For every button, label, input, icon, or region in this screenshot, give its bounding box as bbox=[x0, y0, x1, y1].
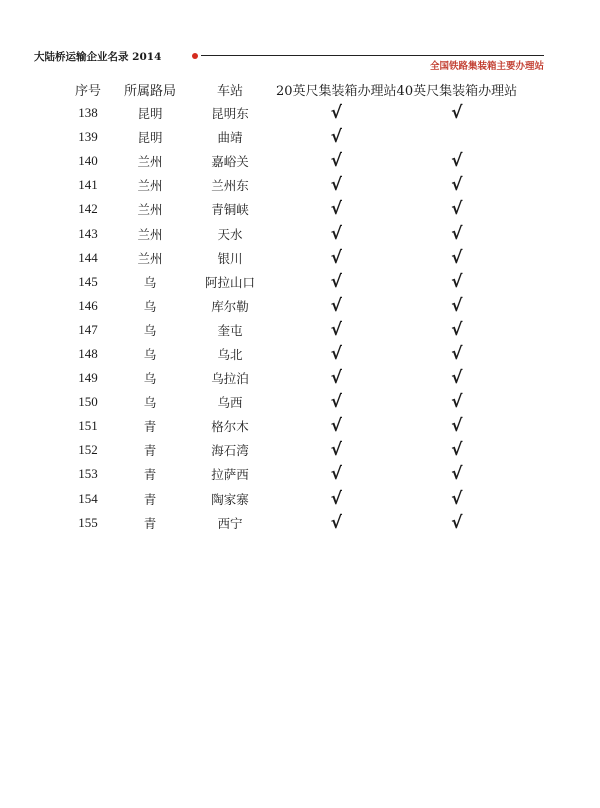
red-dot-icon bbox=[192, 53, 198, 59]
table-row bbox=[60, 294, 517, 318]
row-number: 153 bbox=[78, 466, 98, 482]
row-number: 146 bbox=[78, 297, 98, 313]
row-number: 140 bbox=[78, 153, 98, 169]
table-row bbox=[60, 342, 517, 366]
row-40ft-check-icon: √ bbox=[451, 440, 463, 461]
table-row bbox=[60, 366, 517, 390]
row-number: 139 bbox=[78, 129, 98, 145]
row-20ft-check-icon: √ bbox=[330, 175, 342, 196]
row-40ft-check-icon: √ bbox=[451, 368, 463, 389]
row-number: 138 bbox=[78, 105, 98, 121]
row-number: 144 bbox=[78, 249, 98, 265]
row-number: 141 bbox=[78, 177, 98, 193]
row-station: 嘉峪关 bbox=[211, 154, 249, 170]
row-station: 乌西 bbox=[217, 395, 243, 411]
row-20ft-check-icon: √ bbox=[330, 223, 342, 244]
row-40ft-check-icon: √ bbox=[451, 151, 463, 172]
row-20ft-check-icon: √ bbox=[330, 440, 342, 461]
column-header-no: 序号 bbox=[74, 83, 101, 99]
row-40ft-check-icon: √ bbox=[451, 175, 463, 196]
table-row bbox=[60, 197, 517, 221]
row-station: 昆明东 bbox=[211, 106, 249, 122]
row-40ft-check-icon: √ bbox=[451, 343, 463, 364]
row-40ft-check-icon: √ bbox=[451, 464, 463, 485]
row-number: 143 bbox=[78, 225, 98, 241]
table-row bbox=[60, 414, 517, 438]
row-40ft-check-icon: √ bbox=[451, 319, 463, 340]
row-station: 西宁 bbox=[217, 515, 243, 531]
row-station: 海石湾 bbox=[211, 443, 249, 459]
column-header-20ft: 20英尺集装箱办理站 bbox=[276, 83, 397, 99]
row-bureau: 青 bbox=[143, 419, 157, 435]
table-row bbox=[60, 487, 517, 511]
table-row bbox=[60, 270, 517, 294]
row-station: 陶家寨 bbox=[211, 491, 249, 507]
row-20ft-check-icon: √ bbox=[330, 151, 342, 172]
row-40ft-check-icon: √ bbox=[451, 247, 463, 268]
row-number: 148 bbox=[78, 345, 98, 361]
row-bureau: 乌 bbox=[143, 346, 157, 362]
row-station: 乌拉泊 bbox=[211, 371, 249, 387]
row-number: 142 bbox=[78, 201, 98, 217]
table-header-row bbox=[60, 77, 517, 101]
row-station: 银川 bbox=[217, 250, 243, 266]
row-number: 154 bbox=[78, 490, 98, 506]
table-row bbox=[60, 246, 517, 270]
row-station: 青铜峡 bbox=[211, 202, 249, 218]
page-header bbox=[34, 46, 544, 72]
table-row bbox=[60, 318, 517, 342]
row-bureau: 兰州 bbox=[137, 250, 163, 266]
row-20ft-check-icon: √ bbox=[330, 512, 342, 533]
row-40ft-check-icon: √ bbox=[451, 416, 463, 437]
row-20ft-check-icon: √ bbox=[330, 295, 342, 316]
row-20ft-check-icon: √ bbox=[330, 247, 342, 268]
row-40ft-check-icon: √ bbox=[451, 488, 463, 509]
row-number: 151 bbox=[78, 418, 98, 434]
row-40ft-check-icon: √ bbox=[451, 512, 463, 533]
row-bureau: 昆明 bbox=[137, 106, 163, 122]
row-bureau: 兰州 bbox=[137, 226, 163, 242]
row-bureau: 青 bbox=[143, 515, 157, 531]
row-number: 145 bbox=[78, 273, 98, 289]
row-bureau: 兰州 bbox=[137, 178, 163, 194]
table-row bbox=[60, 173, 517, 197]
table-row bbox=[60, 462, 517, 486]
row-20ft-check-icon: √ bbox=[330, 103, 342, 124]
row-40ft-check-icon: √ bbox=[451, 392, 463, 413]
row-station: 曲靖 bbox=[217, 130, 243, 146]
row-number: 152 bbox=[78, 442, 98, 458]
row-bureau: 乌 bbox=[143, 298, 157, 314]
row-20ft-check-icon: √ bbox=[330, 368, 342, 389]
table-row bbox=[60, 438, 517, 462]
row-20ft-check-icon: √ bbox=[330, 392, 342, 413]
table-body bbox=[60, 101, 517, 535]
column-header-station: 车站 bbox=[216, 83, 243, 99]
row-bureau: 兰州 bbox=[137, 202, 163, 218]
row-bureau: 青 bbox=[143, 491, 157, 507]
row-station: 格尔木 bbox=[211, 419, 249, 435]
row-20ft-check-icon: √ bbox=[330, 343, 342, 364]
row-bureau: 乌 bbox=[143, 322, 157, 338]
row-station: 拉萨西 bbox=[211, 467, 249, 483]
row-station: 兰州东 bbox=[211, 178, 249, 194]
row-40ft-check-icon: √ bbox=[451, 199, 463, 220]
header-rule bbox=[201, 55, 544, 56]
table-row bbox=[60, 221, 517, 245]
row-20ft-check-icon: √ bbox=[330, 319, 342, 340]
row-number: 149 bbox=[78, 370, 98, 386]
book-title: 大陆桥运输企业名录 2014 bbox=[34, 51, 162, 63]
row-20ft-check-icon: √ bbox=[330, 464, 342, 485]
row-number: 147 bbox=[78, 321, 98, 337]
row-bureau: 青 bbox=[143, 443, 157, 459]
row-bureau: 乌 bbox=[143, 395, 157, 411]
row-station: 阿拉山口 bbox=[204, 274, 255, 290]
table-row bbox=[60, 390, 517, 414]
row-number: 150 bbox=[78, 394, 98, 410]
row-station: 奎屯 bbox=[217, 322, 243, 338]
row-40ft-check-icon: √ bbox=[451, 271, 463, 292]
table-row bbox=[60, 125, 517, 149]
row-bureau: 乌 bbox=[143, 274, 157, 290]
row-bureau: 兰州 bbox=[137, 154, 163, 170]
row-20ft-check-icon: √ bbox=[330, 127, 342, 148]
row-station: 乌北 bbox=[217, 346, 243, 362]
row-20ft-check-icon: √ bbox=[330, 271, 342, 292]
row-20ft-check-icon: √ bbox=[330, 488, 342, 509]
station-table bbox=[60, 77, 517, 535]
column-header-40ft: 40英尺集装箱办理站 bbox=[396, 83, 518, 99]
row-station: 库尔勒 bbox=[211, 298, 249, 314]
section-title: 全国铁路集装箱主要办理站 bbox=[429, 61, 544, 72]
row-40ft-check-icon: √ bbox=[451, 103, 463, 124]
table-row bbox=[60, 511, 517, 535]
row-station: 天水 bbox=[217, 226, 243, 242]
table-row bbox=[60, 149, 517, 173]
row-bureau: 青 bbox=[143, 467, 157, 483]
row-40ft-check-icon: √ bbox=[451, 295, 463, 316]
row-bureau: 乌 bbox=[143, 371, 157, 387]
table-row bbox=[60, 101, 517, 125]
row-20ft-check-icon: √ bbox=[330, 199, 342, 220]
row-20ft-check-icon: √ bbox=[330, 416, 342, 437]
column-header-bureau: 所属路局 bbox=[123, 83, 176, 99]
row-40ft-check-icon bbox=[397, 125, 518, 149]
row-number: 155 bbox=[78, 514, 98, 530]
row-40ft-check-icon: √ bbox=[451, 223, 463, 244]
row-bureau: 昆明 bbox=[137, 130, 163, 146]
